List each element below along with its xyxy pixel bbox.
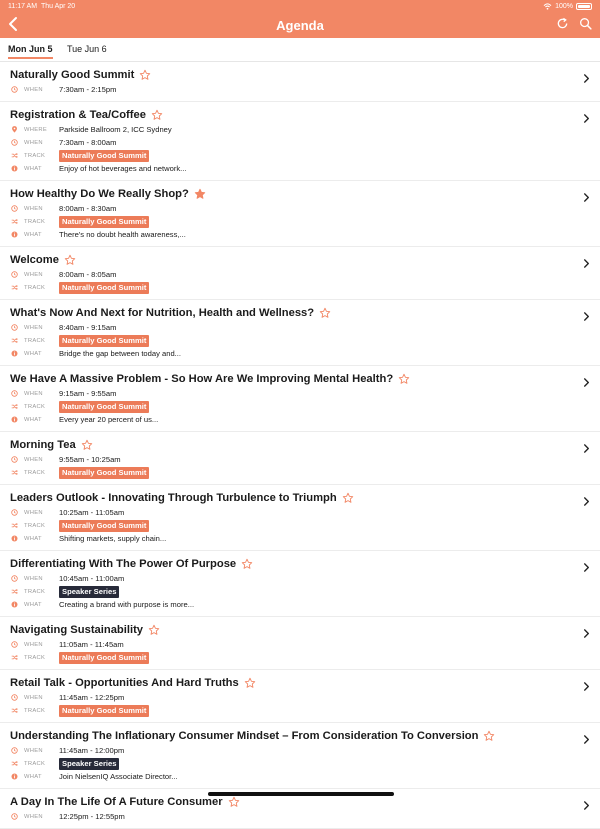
meta-track: [10, 467, 570, 478]
meta-label: WHAT: [24, 773, 42, 780]
star-filled-icon[interactable]: [194, 188, 206, 200]
session-when: 8:00am - 8:05am: [59, 270, 117, 279]
meta-when: [10, 137, 570, 148]
meta-label: WHEN: [24, 575, 43, 582]
star-outline-icon[interactable]: [241, 558, 253, 570]
chevron-right-icon: [582, 189, 591, 198]
session-what: Shifting markets, supply chain...: [59, 534, 167, 543]
session-title-line: [10, 623, 570, 637]
session-when: 7:30am - 8:00am: [59, 138, 117, 147]
meta-what: [10, 229, 570, 240]
meta-track: [10, 216, 570, 227]
session-list: [0, 62, 600, 829]
session-when: 11:45am - 12:00pm: [59, 746, 125, 755]
session-title: Leaders Outlook - Innovating Through Turbulence to Triumph: [10, 492, 337, 504]
session-title-line: [10, 795, 570, 809]
track-tag: Speaker Series: [59, 758, 119, 770]
chevron-right-icon: [582, 678, 591, 687]
search-icon[interactable]: [579, 17, 592, 30]
meta-label: WHAT: [24, 231, 42, 238]
meta-label: TRACK: [24, 152, 46, 159]
track-icon: [10, 707, 18, 714]
session-title-line: [10, 253, 570, 267]
when-icon: [10, 575, 18, 582]
meta-label: TRACK: [24, 284, 46, 291]
session-title: Differentiating With The Power Of Purpose: [10, 558, 237, 570]
meta-when: [10, 745, 570, 756]
status-bar: [0, 0, 600, 14]
session-row[interactable]: [0, 366, 600, 432]
meta-label: WHEN: [24, 509, 43, 516]
session-when: 12:25pm - 12:55pm: [59, 812, 125, 821]
what-icon: [10, 773, 18, 780]
meta-when: [10, 84, 570, 95]
meta-when: [10, 811, 570, 822]
meta-when: [10, 388, 570, 399]
meta-label: WHERE: [24, 126, 48, 133]
session-when: 8:40am - 9:15am: [59, 323, 117, 332]
star-outline-icon[interactable]: [483, 730, 495, 742]
star-outline-icon[interactable]: [398, 373, 410, 385]
what-icon: [10, 350, 18, 357]
when-icon: [10, 456, 18, 463]
day-tabs: [0, 38, 600, 62]
wifi-icon: [543, 3, 552, 10]
session-title: A Day In The Life Of A Future Consumer: [10, 796, 223, 808]
meta-label: WHAT: [24, 535, 42, 542]
chevron-right-icon: [582, 255, 591, 264]
track-tag: Naturally Good Summit: [59, 705, 149, 717]
when-icon: [10, 813, 18, 820]
track-icon: [10, 337, 18, 344]
star-outline-icon[interactable]: [151, 109, 163, 121]
star-outline-icon[interactable]: [342, 492, 354, 504]
meta-label: TRACK: [24, 469, 46, 476]
chevron-right-icon: [582, 731, 591, 740]
session-when: 7:30am - 2:15pm: [59, 85, 117, 94]
session-row[interactable]: [0, 300, 600, 366]
meta-label: WHEN: [24, 813, 43, 820]
session-row[interactable]: [0, 432, 600, 485]
when-icon: [10, 641, 18, 648]
session-title: Registration & Tea/Coffee: [10, 109, 146, 121]
track-icon: [10, 152, 18, 159]
meta-label: TRACK: [24, 760, 46, 767]
meta-label: WHEN: [24, 205, 43, 212]
meta-when: [10, 269, 570, 280]
track-icon: [10, 403, 18, 410]
status-time: 11:17 AM Thu Apr 20: [8, 3, 76, 10]
meta-when: [10, 692, 570, 703]
chevron-right-icon: [582, 374, 591, 383]
chevron-right-icon: [582, 625, 591, 634]
tab-tue-jun-6[interactable]: Tue Jun 6: [67, 44, 107, 54]
star-outline-icon[interactable]: [64, 254, 76, 266]
track-tag: Naturally Good Summit: [59, 150, 149, 162]
what-icon: [10, 231, 18, 238]
session-title: Morning Tea: [10, 439, 76, 451]
track-tag: Speaker Series: [59, 586, 119, 598]
active-tab-indicator: [8, 57, 53, 59]
when-icon: [10, 86, 18, 93]
session-title: Navigating Sustainability: [10, 624, 144, 636]
meta-label: WHEN: [24, 139, 43, 146]
meta-track: [10, 150, 570, 161]
session-when: 9:15am - 9:55am: [59, 389, 117, 398]
session-title-line: [10, 68, 570, 82]
meta-track: [10, 705, 570, 716]
session-what: Bridge the gap between today and...: [59, 349, 182, 358]
session-what: Enjoy of hot beverages and network...: [59, 164, 187, 173]
track-tag: Naturally Good Summit: [59, 282, 149, 294]
meta-label: WHEN: [24, 747, 43, 754]
when-icon: [10, 205, 18, 212]
session-title-line: [10, 557, 570, 571]
when-icon: [10, 747, 18, 754]
star-outline-icon[interactable]: [81, 439, 93, 451]
chevron-right-icon: [582, 110, 591, 119]
session-when: 8:00am - 8:30am: [59, 204, 117, 213]
track-icon: [10, 469, 18, 476]
track-tag: Naturally Good Summit: [59, 520, 149, 532]
when-icon: [10, 509, 18, 516]
meta-label: WHAT: [24, 601, 42, 608]
meta-track: [10, 520, 570, 531]
star-outline-icon[interactable]: [244, 677, 256, 689]
meta-when: [10, 507, 570, 518]
star-outline-icon[interactable]: [319, 307, 331, 319]
track-tag: Naturally Good Summit: [59, 401, 149, 413]
session-title-line: [10, 676, 570, 690]
session-title-line: [10, 187, 570, 201]
session-row[interactable]: [0, 247, 600, 300]
meta-label: TRACK: [24, 654, 46, 661]
meta-track: [10, 282, 570, 293]
meta-track: [10, 652, 570, 663]
track-icon: [10, 284, 18, 291]
what-icon: [10, 165, 18, 172]
track-tag: Naturally Good Summit: [59, 335, 149, 347]
session-what: There's no doubt health awareness,...: [59, 230, 186, 239]
session-when: 9:55am - 10:25am: [59, 455, 121, 464]
track-icon: [10, 654, 18, 661]
session-row[interactable]: [0, 102, 600, 181]
when-icon: [10, 139, 18, 146]
meta-label: WHEN: [24, 324, 43, 331]
meta-what: [10, 414, 570, 425]
meta-track: [10, 586, 570, 597]
track-tag: Naturally Good Summit: [59, 467, 149, 479]
session-when: 11:05am - 11:45am: [59, 640, 124, 649]
chevron-right-icon: [582, 493, 591, 502]
track-tag: Naturally Good Summit: [59, 216, 149, 228]
when-icon: [10, 324, 18, 331]
session-title-line: [10, 108, 570, 122]
track-tag: Naturally Good Summit: [59, 652, 149, 664]
meta-what: [10, 771, 570, 782]
what-icon: [10, 416, 18, 423]
battery-percent: 100%: [555, 3, 573, 10]
star-outline-icon[interactable]: [228, 796, 240, 808]
meta-label: WHEN: [24, 456, 43, 463]
meta-label: TRACK: [24, 522, 46, 529]
session-row[interactable]: [0, 723, 600, 789]
session-row[interactable]: [0, 551, 600, 617]
status-right: [543, 3, 592, 10]
meta-label: TRACK: [24, 588, 46, 595]
session-where: Parkside Ballroom 2, ICC Sydney: [59, 125, 172, 134]
star-outline-icon[interactable]: [139, 69, 151, 81]
session-title-line: [10, 438, 570, 452]
when-icon: [10, 694, 18, 701]
meta-label: TRACK: [24, 403, 46, 410]
battery-icon: [576, 3, 592, 10]
track-icon: [10, 760, 18, 767]
meta-when: [10, 573, 570, 584]
meta-when: [10, 454, 570, 465]
meta-label: WHEN: [24, 694, 43, 701]
session-title: What's Now And Next for Nutrition, Health and Wellness?: [10, 307, 315, 319]
session-title: We Have A Massive Problem - So How Are We Improving Mental Health?: [10, 373, 394, 385]
page-title: Agenda: [276, 18, 324, 33]
meta-label: TRACK: [24, 707, 46, 714]
meta-when: [10, 203, 570, 214]
meta-label: TRACK: [24, 218, 46, 225]
session-title-line: [10, 306, 570, 320]
session-title: Understanding The Inflationary Consumer Mindset – From Consideration To Conversion: [10, 730, 479, 742]
chevron-right-icon: [582, 70, 591, 79]
session-when: 10:45am - 11:00am: [59, 574, 125, 583]
nav-bar: [0, 14, 600, 38]
star-outline-icon[interactable]: [148, 624, 160, 636]
meta-where: [10, 124, 570, 135]
meta-label: WHEN: [24, 390, 43, 397]
session-row[interactable]: [0, 62, 600, 102]
meta-label: WHAT: [24, 165, 42, 172]
when-icon: [10, 390, 18, 397]
meta-label: WHAT: [24, 416, 42, 423]
what-icon: [10, 535, 18, 542]
track-icon: [10, 522, 18, 529]
session-title-line: [10, 729, 570, 743]
meta-label: WHEN: [24, 271, 43, 278]
meta-label: WHAT: [24, 350, 42, 357]
refresh-icon[interactable]: [556, 17, 569, 30]
session-row[interactable]: [0, 181, 600, 247]
session-row[interactable]: [0, 617, 600, 670]
session-title: Naturally Good Summit: [10, 69, 135, 81]
meta-label: WHEN: [24, 641, 43, 648]
tab-mon-jun-5[interactable]: Mon Jun 5: [8, 44, 53, 54]
session-title: How Healthy Do We Really Shop?: [10, 188, 189, 200]
where-icon: [10, 126, 18, 133]
session-what: Creating a brand with purpose is more...: [59, 600, 195, 609]
meta-what: [10, 163, 570, 174]
meta-track: [10, 335, 570, 346]
home-indicator: [208, 792, 394, 796]
session-when: 10:25am - 11:05am: [59, 508, 125, 517]
session-what: Join NielsenIQ Associate Director...: [59, 772, 178, 781]
session-title: Welcome: [10, 254, 59, 266]
session-title-line: [10, 372, 570, 386]
meta-label: TRACK: [24, 337, 46, 344]
meta-track: [10, 401, 570, 412]
meta-what: [10, 348, 570, 359]
session-when: 11:45am - 12:25pm: [59, 693, 125, 702]
chevron-right-icon: [582, 797, 591, 806]
meta-what: [10, 533, 570, 544]
session-title: Retail Talk - Opportunities And Hard Truths: [10, 677, 239, 689]
meta-when: [10, 639, 570, 650]
session-title-line: [10, 491, 570, 505]
chevron-right-icon: [582, 559, 591, 568]
meta-when: [10, 322, 570, 333]
track-icon: [10, 218, 18, 225]
session-what: Every year 20 percent of us...: [59, 415, 159, 424]
meta-what: [10, 599, 570, 610]
meta-track: [10, 758, 570, 769]
chevron-right-icon: [582, 440, 591, 449]
chevron-right-icon: [582, 308, 591, 317]
when-icon: [10, 271, 18, 278]
session-row[interactable]: [0, 670, 600, 723]
what-icon: [10, 601, 18, 608]
meta-label: WHEN: [24, 86, 43, 93]
track-icon: [10, 588, 18, 595]
session-row[interactable]: [0, 485, 600, 551]
